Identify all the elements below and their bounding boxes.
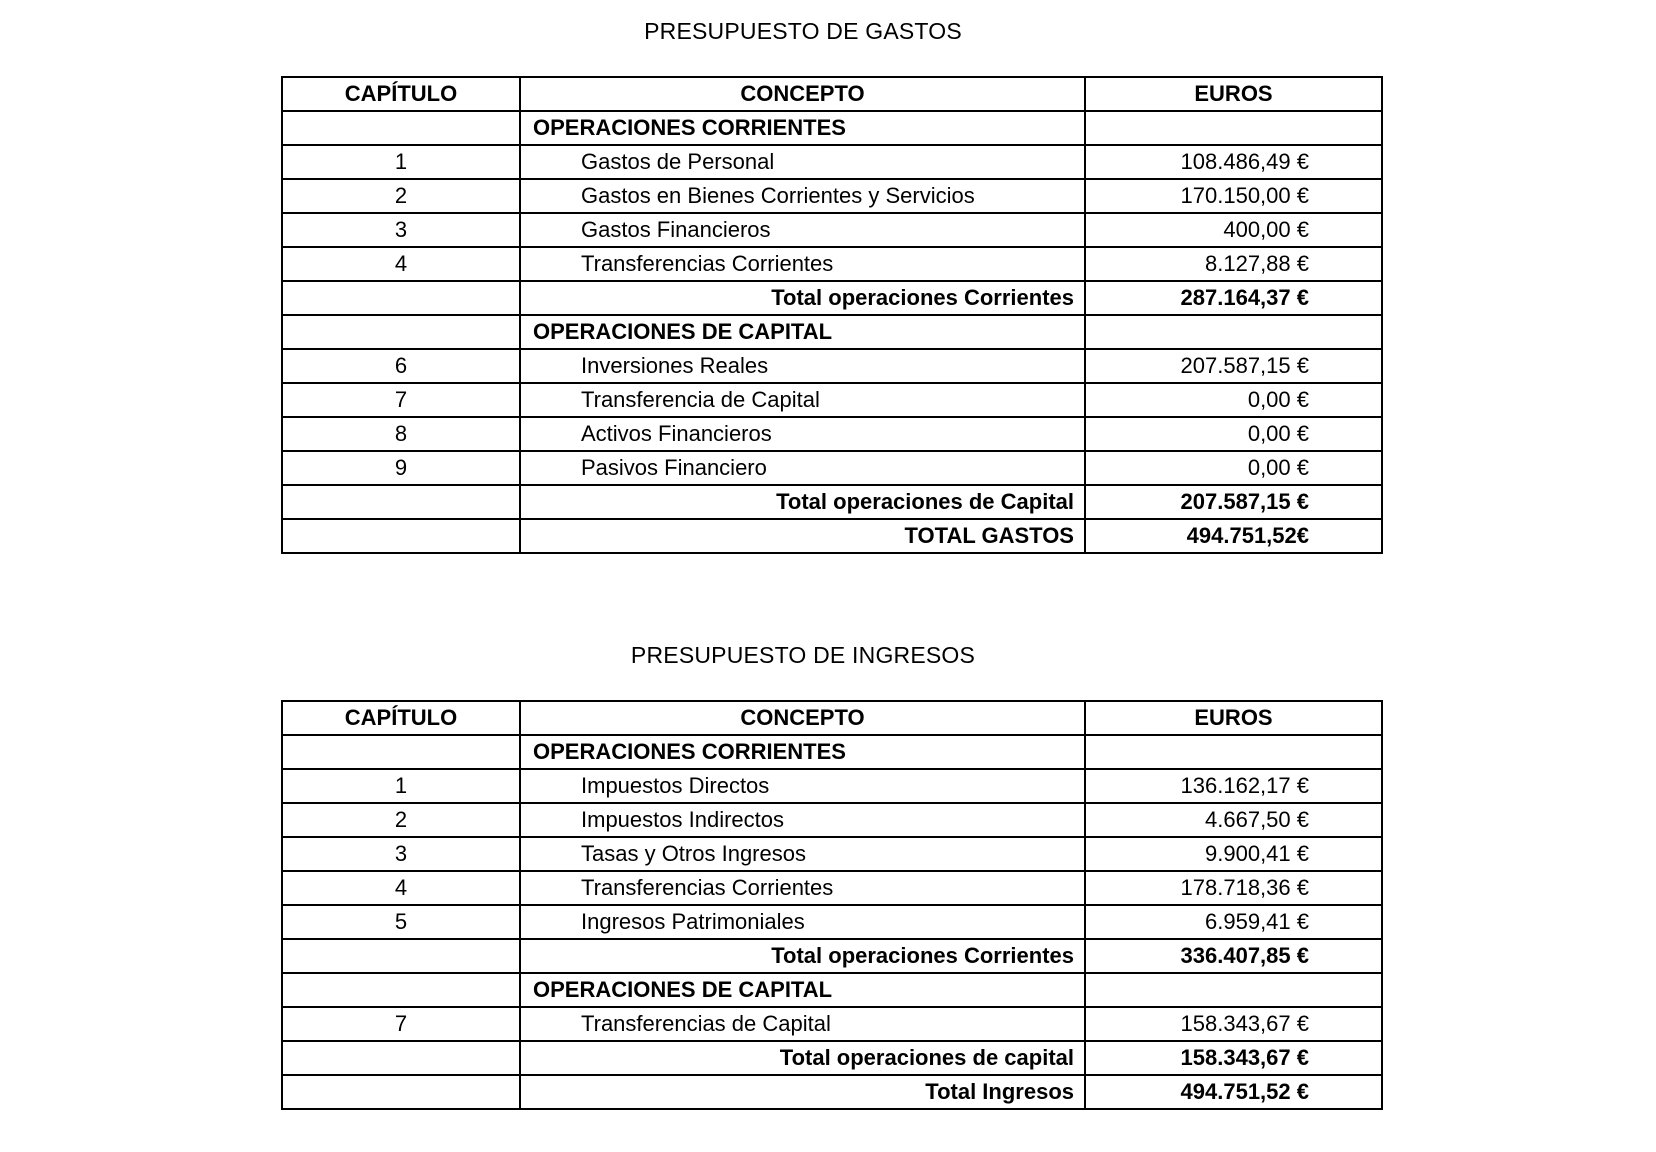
subtotal-row [282, 281, 1382, 315]
row-concepto: Gastos de Personal [520, 145, 1085, 179]
empty-cell [282, 111, 520, 145]
row-euros: 0,00 € [1085, 383, 1382, 417]
row-concepto: Pasivos Financiero [520, 451, 1085, 485]
total-corrientes-label: Total operaciones Corrientes [520, 939, 1085, 973]
table-row [282, 247, 1382, 281]
section-row [282, 315, 1382, 349]
ingresos-table [281, 700, 1383, 1110]
header-capitulo: CAPÍTULO [282, 77, 520, 111]
table-row [282, 383, 1382, 417]
grand-total-row [282, 1075, 1382, 1109]
total-capital-value: 158.343,67 € [1085, 1041, 1382, 1075]
row-concepto: Impuestos Indirectos [520, 803, 1085, 837]
table-row [282, 213, 1382, 247]
empty-cell [282, 973, 520, 1007]
row-euros: 158.343,67 € [1085, 1007, 1382, 1041]
empty-cell [282, 315, 520, 349]
row-concepto: Tasas y Otros Ingresos [520, 837, 1085, 871]
row-euros: 9.900,41 € [1085, 837, 1382, 871]
row-capitulo: 6 [282, 349, 520, 383]
total-capital-label: Total operaciones de Capital [520, 485, 1085, 519]
grand-total-row [282, 519, 1382, 553]
subtotal-row [282, 939, 1382, 973]
row-capitulo: 3 [282, 837, 520, 871]
row-capitulo: 4 [282, 871, 520, 905]
row-concepto: Gastos en Bienes Corrientes y Servicios [520, 179, 1085, 213]
ingresos-title: PRESUPUESTO DE INGRESOS [630, 642, 976, 668]
header-concepto: CONCEPTO [520, 701, 1085, 735]
gastos-table [281, 76, 1383, 554]
row-capitulo: 2 [282, 803, 520, 837]
total-corrientes-label: Total operaciones Corrientes [520, 281, 1085, 315]
table-row [282, 803, 1382, 837]
row-capitulo: 2 [282, 179, 520, 213]
empty-cell [282, 519, 520, 553]
grand-total-label: TOTAL GASTOS [520, 519, 1085, 553]
section-row [282, 735, 1382, 769]
header-capitulo: CAPÍTULO [282, 701, 520, 735]
total-capital-value: 207.587,15 € [1085, 485, 1382, 519]
row-concepto: Ingresos Patrimoniales [520, 905, 1085, 939]
table-row [282, 905, 1382, 939]
section-label-capital: OPERACIONES DE CAPITAL [520, 315, 1085, 349]
subtotal-row [282, 485, 1382, 519]
grand-total-value: 494.751,52 € [1085, 1075, 1382, 1109]
row-euros: 8.127,88 € [1085, 247, 1382, 281]
row-capitulo: 7 [282, 1007, 520, 1041]
empty-cell [282, 735, 520, 769]
row-concepto: Transferencia de Capital [520, 383, 1085, 417]
empty-cell [1085, 111, 1382, 145]
row-euros: 178.718,36 € [1085, 871, 1382, 905]
table-row [282, 769, 1382, 803]
subtotal-row [282, 1041, 1382, 1075]
row-capitulo: 4 [282, 247, 520, 281]
ingresos-header-row [282, 701, 1382, 735]
empty-cell [282, 281, 520, 315]
row-capitulo: 7 [282, 383, 520, 417]
table-row [282, 837, 1382, 871]
row-capitulo: 1 [282, 769, 520, 803]
section-label-capital: OPERACIONES DE CAPITAL [520, 973, 1085, 1007]
table-row [282, 417, 1382, 451]
row-capitulo: 5 [282, 905, 520, 939]
row-euros: 170.150,00 € [1085, 179, 1382, 213]
row-capitulo: 8 [282, 417, 520, 451]
gastos-header-row [282, 77, 1382, 111]
row-concepto: Impuestos Directos [520, 769, 1085, 803]
table-row [282, 451, 1382, 485]
row-euros: 108.486,49 € [1085, 145, 1382, 179]
table-row [282, 145, 1382, 179]
header-concepto: CONCEPTO [520, 77, 1085, 111]
row-euros: 0,00 € [1085, 451, 1382, 485]
gastos-title: PRESUPUESTO DE GASTOS [644, 18, 962, 44]
row-euros: 136.162,17 € [1085, 769, 1382, 803]
row-concepto: Transferencias de Capital [520, 1007, 1085, 1041]
section-row [282, 973, 1382, 1007]
table-row [282, 349, 1382, 383]
empty-cell [282, 485, 520, 519]
empty-cell [282, 1041, 520, 1075]
section-label-corrientes: OPERACIONES CORRIENTES [520, 111, 1085, 145]
empty-cell [1085, 315, 1382, 349]
row-concepto: Transferencias Corrientes [520, 871, 1085, 905]
row-capitulo: 9 [282, 451, 520, 485]
row-concepto: Inversiones Reales [520, 349, 1085, 383]
row-euros: 6.959,41 € [1085, 905, 1382, 939]
grand-total-label: Total Ingresos [520, 1075, 1085, 1109]
row-concepto: Transferencias Corrientes [520, 247, 1085, 281]
empty-cell [1085, 973, 1382, 1007]
total-corrientes-value: 287.164,37 € [1085, 281, 1382, 315]
table-row [282, 871, 1382, 905]
section-row [282, 111, 1382, 145]
row-capitulo: 3 [282, 213, 520, 247]
row-concepto: Activos Financieros [520, 417, 1085, 451]
row-euros: 400,00 € [1085, 213, 1382, 247]
header-euros: EUROS [1085, 77, 1382, 111]
row-euros: 0,00 € [1085, 417, 1382, 451]
row-capitulo: 1 [282, 145, 520, 179]
total-corrientes-value: 336.407,85 € [1085, 939, 1382, 973]
empty-cell [1085, 735, 1382, 769]
section-label-corrientes: OPERACIONES CORRIENTES [520, 735, 1085, 769]
row-concepto: Gastos Financieros [520, 213, 1085, 247]
table-row [282, 179, 1382, 213]
total-capital-label: Total operaciones de capital [520, 1041, 1085, 1075]
empty-cell [282, 1075, 520, 1109]
row-euros: 207.587,15 € [1085, 349, 1382, 383]
row-euros: 4.667,50 € [1085, 803, 1382, 837]
table-row [282, 1007, 1382, 1041]
empty-cell [282, 939, 520, 973]
grand-total-value: 494.751,52€ [1085, 519, 1382, 553]
header-euros: EUROS [1085, 701, 1382, 735]
